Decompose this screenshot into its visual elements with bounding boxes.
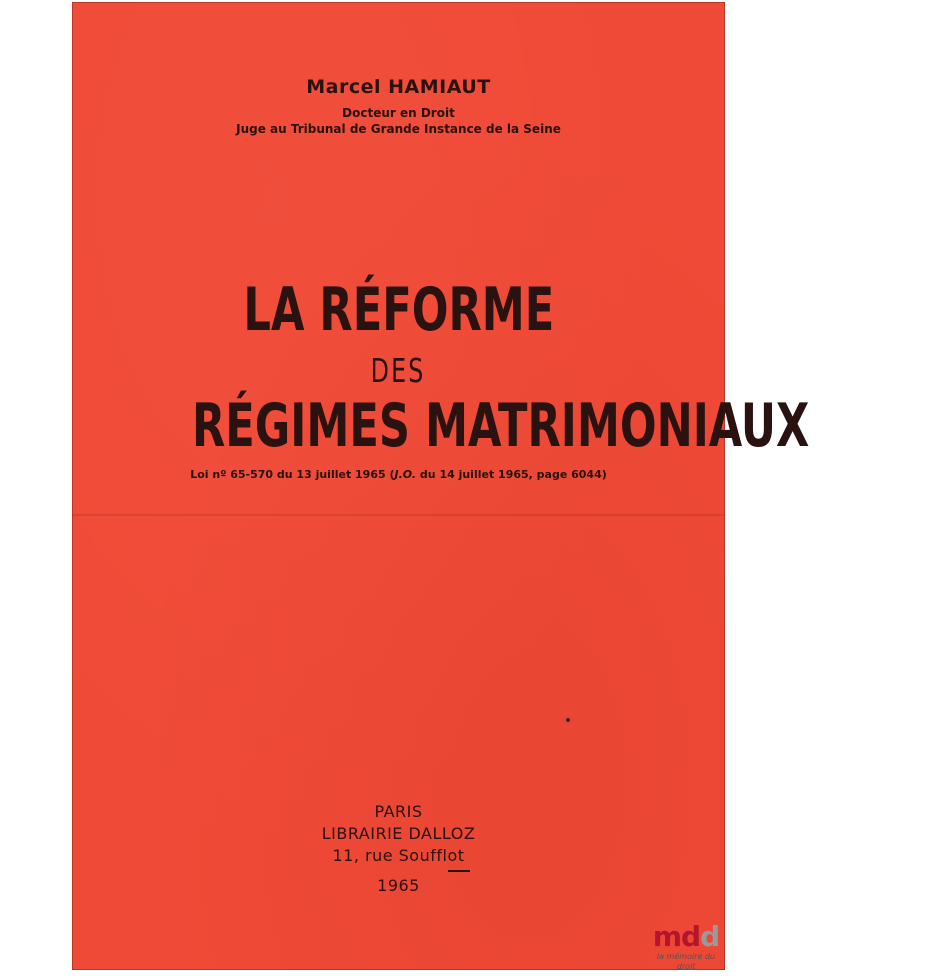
book-cover (72, 2, 810, 970)
publisher-name: LIBRAIRIE DALLOZ (321, 824, 476, 843)
law-reference (72, 468, 725, 481)
ink-spot (566, 718, 570, 722)
author-function: Juge au Tribunal de Grande Instance de la Seine (236, 122, 561, 136)
publisher-city: PARIS (374, 802, 423, 821)
title-line-2 (72, 352, 725, 391)
law-reference-main: Loi nº 65-570 du 13 juillet 1965 ( (190, 468, 395, 481)
title-line-3 (72, 391, 810, 461)
title-line-1 (72, 275, 725, 345)
title-line-1-text: LA RÉFORME (243, 275, 554, 345)
mdd-logo-grey: d (700, 920, 720, 953)
mdd-logo-mark (648, 922, 724, 952)
cover-fold-line (72, 514, 725, 516)
mdd-logo (648, 922, 724, 972)
law-reference-rest: du 14 juillet 1965, page 6044) (416, 468, 607, 481)
title-line-3-text: RÉGIMES MATRIMONIAUX (192, 391, 810, 461)
mdd-logo-red: md (652, 920, 701, 953)
mdd-tagline: la mémoire du droit (656, 952, 716, 971)
publisher-address: 11, rue Soufflot (332, 846, 465, 865)
author-degree: Docteur en Droit (342, 106, 455, 120)
title-line-2-text: DES (371, 351, 426, 390)
author-name (72, 76, 725, 98)
author-last-name: HAMIAUT (388, 76, 491, 98)
author-first-name: Marcel (306, 76, 382, 98)
separator-dash (448, 870, 470, 872)
publication-year: 1965 (377, 876, 420, 895)
law-reference-journal: J.O. (394, 468, 417, 481)
